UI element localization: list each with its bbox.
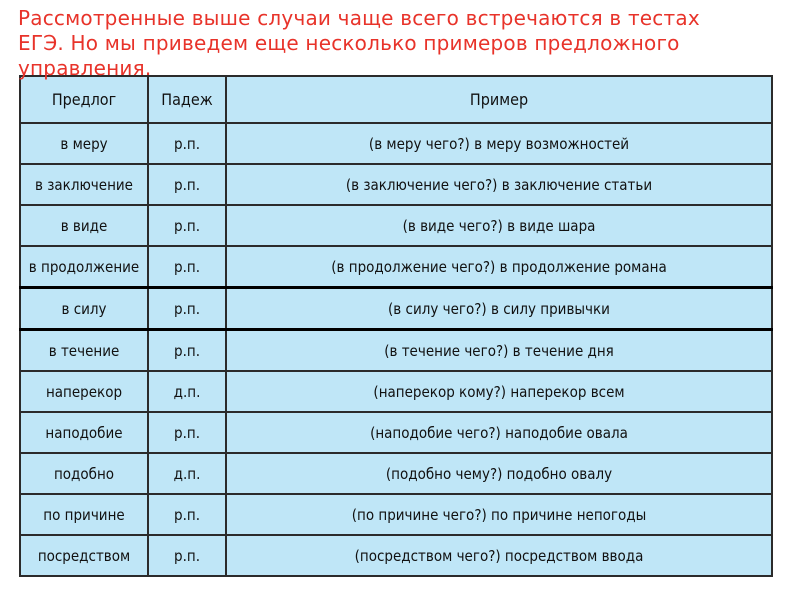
cell-example: (посредством чего?) посредством ввода [226,535,772,576]
cell-example: (в силу чего?) в силу привычки [226,288,772,330]
cell-preposition: наперекор [20,371,148,412]
cell-case: д.п. [148,453,226,494]
cell-preposition: по причине [20,494,148,535]
cell-case: р.п. [148,535,226,576]
cell-case: р.п. [148,412,226,453]
cell-case: д.п. [148,371,226,412]
cell-example: (по причине чего?) по причине непогоды [226,494,772,535]
cell-preposition: в виде [20,205,148,246]
prepositions-table [19,75,773,577]
cell-example: (в продолжение чего?) в продолжение романа [226,246,772,288]
table-row [20,205,772,246]
cell-example: (наперекор кому?) наперекор всем [226,371,772,412]
table-row [20,123,772,164]
table-row [20,412,772,453]
cell-example: (в течение чего?) в течение дня [226,330,772,372]
cell-preposition: наподобие [20,412,148,453]
table-row [20,535,772,576]
cell-preposition: подобно [20,453,148,494]
cell-preposition: в течение [20,330,148,372]
cell-preposition: в заключение [20,164,148,205]
cell-case: р.п. [148,246,226,288]
table-header-row [20,76,772,123]
cell-preposition: посредством [20,535,148,576]
table-row [20,246,772,288]
cell-example: (в виде чего?) в виде шара [226,205,772,246]
table-row [20,494,772,535]
table-row [20,164,772,205]
cell-case: р.п. [148,494,226,535]
cell-example: (в меру чего?) в меру возможностей [226,123,772,164]
cell-case: р.п. [148,330,226,372]
cell-example: (наподобие чего?) наподобие овала [226,412,772,453]
cell-example: (подобно чему?) подобно овалу [226,453,772,494]
cell-case: р.п. [148,205,226,246]
cell-preposition: в силу [20,288,148,330]
cell-example: (в заключение чего?) в заключение статьи [226,164,772,205]
table-row [20,371,772,412]
cell-case: р.п. [148,164,226,205]
cell-preposition: в продолжение [20,246,148,288]
table-row [20,288,772,330]
header-case: Падеж [148,76,226,123]
header-example: Пример [226,76,772,123]
table-row [20,453,772,494]
table-row [20,330,772,372]
cell-preposition: в меру [20,123,148,164]
header-preposition: Предлог [20,76,148,123]
intro-text: Рассмотренные выше случаи чаще всего встречаются в тестах ЕГЭ. Но мы приведем еще несколько примеров предложного управления. [18,6,700,80]
cell-case: р.п. [148,288,226,330]
cell-case: р.п. [148,123,226,164]
